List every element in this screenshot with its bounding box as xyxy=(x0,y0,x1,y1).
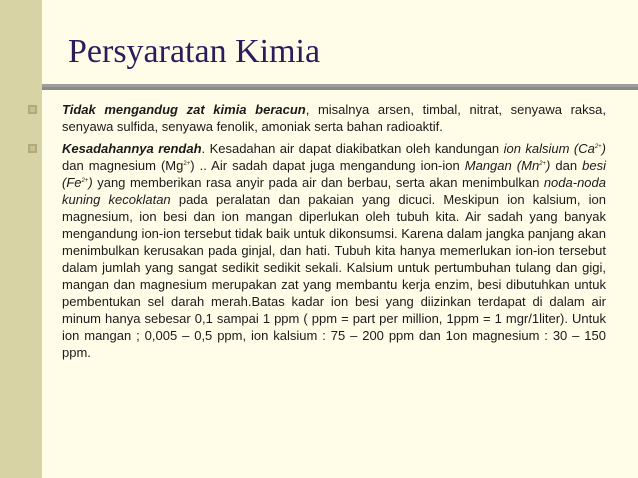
slide-title: Persyaratan Kimia xyxy=(68,33,321,70)
title-divider xyxy=(42,84,638,90)
bullet-text: . Kesadahan air dapat diakibatkan oleh kandungan xyxy=(201,141,504,156)
ion-iron: besi (Fe xyxy=(62,158,607,190)
charge-magnesium: 2+ xyxy=(183,161,191,167)
title-divider-shade xyxy=(42,84,638,87)
paren-close: ) xyxy=(88,175,93,190)
bullet-lead: Kesadahannya rendah xyxy=(62,141,202,156)
paren-close: ) xyxy=(601,141,606,156)
bullet-text: yang memberikan rasa anyir pada air dan berbau, serta akan menimbulkan xyxy=(92,175,544,190)
charge-manganese: 2+ xyxy=(539,161,547,167)
stain-phrase: noda-noda kuning kecoklatan xyxy=(62,175,606,207)
square-bullet-icon xyxy=(28,105,37,114)
charge-iron: 2+ xyxy=(81,178,89,184)
charge-calcium: 2+ xyxy=(594,144,602,150)
paren-close: ) xyxy=(546,158,551,173)
bullet-text: pada peralatan dan pakaian yang dicuci. Meskipun ion kalsium, ion magnesium, ion besi dan ion mangan diperlukan oleh tubuh kita. Air sadah yang banyak mengandung ion-ion tersebut tidak baik untuk dikonsumsi. Karena dalam jangka panjang akan menimbulkan kerusakan pada ginjal, dan hati. Tubuh kita hanya memerlukan ion-ion tersebut dalam jumlah yang sangat sedikit sedikit sekali. Kalsium untuk pertumbuhan tulang dan gigi, mangan dan magnesium merupakan zat yang membantu kerja enzim, besi dibutuhkan untuk pembentukan sel darah merah.Batas kadar ion besi yang diizinkan terdapat di dalam air minum hanya sebesar 0,1 sampai 1 ppm ( ppm = part per million, 1ppm = 1 mgr/1liter). Untuk ion mangan ; 0,005 – 0,5 ppm, ion kalsium : 75 – 200 ppm dan 1on magnesium : 30 – 150 ppm. xyxy=(62,192,606,360)
bullet-item-toxic xyxy=(28,101,606,135)
bullet-lead: Tidak mengandug zat kimia beracun xyxy=(62,102,306,117)
bullet-text: dan xyxy=(550,158,583,173)
slide-content xyxy=(28,101,606,366)
square-bullet-icon xyxy=(28,144,37,153)
ion-manganese: Mangan (Mn xyxy=(464,158,540,173)
bullet-text: dan magnesium (Mg xyxy=(62,158,184,173)
bullet-text: ) .. Air sadah dapat juga mengandung ion-ion xyxy=(190,158,465,173)
bullet-item-hardness xyxy=(28,140,606,361)
ion-calcium: ion kalsium (Ca xyxy=(503,141,595,156)
bullet-text: , misalnya arsen, timbal, nitrat, senyawa raksa, senyawa sulfida, senyawa fenolik, amoniak serta bahan radioaktif. xyxy=(62,102,606,134)
